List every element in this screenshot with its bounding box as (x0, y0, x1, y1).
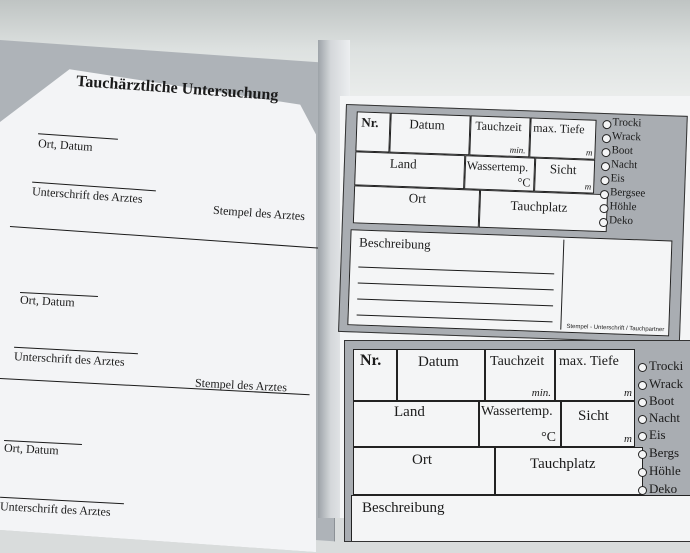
tauchplatz-cell (495, 447, 643, 495)
stempel-label: Stempel des Arztes (194, 375, 288, 395)
option-label: Eis (610, 172, 625, 185)
writing-line (358, 283, 554, 291)
tauchplatz-label: Tauchplatz (530, 456, 596, 472)
min-unit: min. (509, 144, 526, 156)
beschreibung-label: Beschreibung (362, 500, 445, 516)
land-cell (353, 401, 479, 447)
option-radio[interactable] (638, 468, 647, 477)
datum-label: Datum (409, 116, 445, 133)
writing-line (357, 315, 553, 323)
sicht-cell (534, 158, 595, 194)
datum-cell (389, 113, 470, 156)
tauchplatz-cell (479, 190, 608, 232)
ort-label: Ort (412, 452, 432, 468)
option-label: Nacht (649, 410, 681, 425)
option-label: Höhle (649, 463, 681, 478)
wassertemp-label: Wassertemp. (481, 404, 553, 419)
ort-datum-label: Ort, Datum (19, 292, 76, 310)
option-label: Boot (611, 144, 634, 158)
option-label: Bergs (649, 445, 680, 460)
sicht-cell (561, 401, 635, 447)
min-unit: min. (531, 387, 551, 399)
tauchplatz-label: Tauchplatz (510, 197, 568, 215)
option-radio[interactable] (638, 486, 647, 495)
option-radio[interactable] (638, 432, 647, 441)
tauchzeit-label: Tauchzeit (475, 118, 523, 135)
option-label: Trocki (649, 358, 684, 373)
unterschrift-label: Unterschrift des Arztes (0, 499, 111, 519)
beschreibung-label: Beschreibung (358, 234, 431, 253)
nr-label: Nr. (361, 114, 379, 131)
land-cell (354, 151, 465, 189)
m-unit: m (624, 433, 632, 445)
ort-cell (353, 185, 480, 227)
nr-label: Nr. (360, 352, 382, 369)
option-label: Nacht (610, 158, 638, 172)
left-page (0, 40, 335, 541)
nr-cell (353, 349, 397, 401)
writing-line (357, 299, 553, 307)
wassertemp-cell (479, 401, 561, 447)
stamp-divider (560, 240, 564, 330)
nr-cell (355, 111, 390, 152)
max-tiefe-cell (555, 349, 635, 401)
beschreibung-box (347, 229, 672, 336)
datum-label: Datum (418, 354, 459, 370)
land-label: Land (394, 404, 425, 420)
unterschrift-label: Unterschrift des Arztes (31, 184, 144, 206)
option-label: Trocki (612, 116, 642, 130)
card-frame (344, 340, 690, 542)
option-radio[interactable] (638, 415, 647, 424)
ort-datum-label: Ort, Datum (37, 136, 94, 154)
card-frame (338, 104, 688, 344)
stempel-label: Stempel des Arztes (212, 202, 306, 224)
m-unit: m (585, 147, 593, 158)
ort-cell (353, 447, 495, 495)
beschreibung-box (351, 495, 690, 541)
datum-cell (397, 349, 485, 401)
max-tiefe-cell (529, 117, 596, 159)
option-radio[interactable] (602, 120, 611, 129)
tauchzeit-label: Tauchzeit (490, 354, 545, 369)
option-radio[interactable] (638, 398, 647, 407)
option-label: Höhle (609, 200, 637, 214)
option-label: Boot (649, 393, 675, 408)
option-radio[interactable] (600, 176, 609, 185)
stempel-footer: Stempel - Unterschrift / Tauchpartner (566, 323, 665, 334)
max-tiefe-label: max. Tiefe (559, 354, 619, 369)
option-radio[interactable] (638, 450, 647, 459)
sicht-label: Sicht (549, 161, 577, 178)
unterschrift-label: Unterschrift des Arztes (13, 349, 125, 369)
option-label: Eis (649, 427, 666, 442)
celsius-unit: °C (517, 175, 531, 190)
option-label: Deko (649, 481, 678, 496)
ort-datum-label: Ort, Datum (3, 440, 60, 458)
option-radio[interactable] (601, 162, 610, 171)
wassertemp-label: Wassertemp. (466, 158, 529, 175)
m-unit: m (584, 181, 592, 192)
option-label: Bergsee (609, 186, 646, 200)
option-label: Wrack (611, 130, 642, 144)
tauchzeit-cell (469, 115, 530, 157)
option-radio[interactable] (638, 363, 647, 372)
option-radio[interactable] (602, 134, 611, 143)
wassertemp-cell (464, 155, 535, 191)
option-label: Wrack (649, 376, 684, 391)
sicht-label: Sicht (578, 408, 609, 424)
option-label: Deko (608, 214, 634, 228)
celsius-unit: °C (541, 430, 556, 445)
option-radio[interactable] (601, 148, 610, 157)
land-label: Land (389, 155, 417, 172)
ort-label: Ort (408, 190, 427, 206)
m-unit: m (624, 387, 632, 399)
max-tiefe-label: max. Tiefe (533, 120, 585, 137)
tauchzeit-cell (485, 349, 555, 401)
writing-line (358, 267, 554, 275)
page-title: Tauchärztliche Untersuchung (75, 72, 279, 105)
option-radio[interactable] (638, 381, 647, 390)
